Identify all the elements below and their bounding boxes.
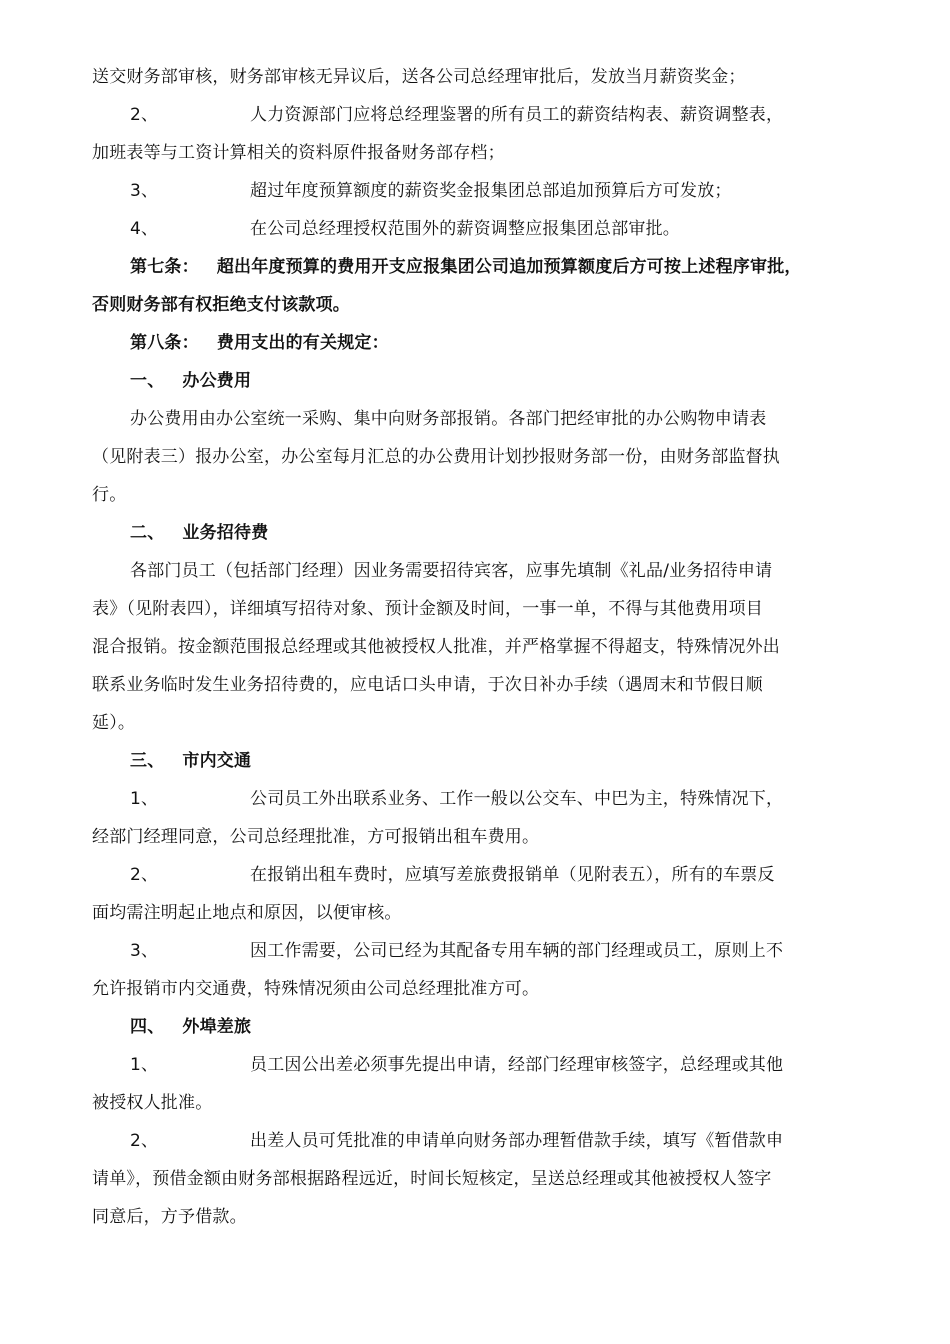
- text-line: 混合报销。按金额范围报总经理或其他被授权人批准，并严格掌握不得超支，特殊情况外出: [92, 637, 780, 657]
- section-number: 三、: [130, 751, 165, 771]
- list-item: 2、 在报销出租车费时，应填写差旅费报销单（见附表五），所有的车票反: [92, 856, 868, 894]
- item-number: 3、: [130, 941, 159, 961]
- item-number: 2、: [130, 865, 159, 885]
- article-heading: 第八条： 费用支出的有关规定：: [130, 333, 389, 353]
- section-number: 一、: [130, 371, 165, 391]
- text-line: 请单》，预借金额由财务部根据路程远近，时间长短核定，呈送总经理或其他被授权人签字: [92, 1169, 772, 1189]
- text-line: 表》（见附表四），详细填写招待对象、预计金额及时间，一事一单，不得与其他费用项目: [92, 599, 763, 619]
- article-label: 第八条：: [130, 333, 199, 353]
- article-label: 第七条：: [130, 257, 199, 277]
- section-heading: 一、 办公费用: [130, 371, 252, 391]
- article-heading: 第七条： 超出年度预算的费用开支应报集团公司追加预算额度后方可按上述程序审批，: [130, 257, 802, 277]
- list-item: 3、 超过年度预算额度的薪资奖金报集团总部追加预算后方可发放；: [92, 172, 868, 210]
- text-line: （见附表三）报办公室，办公室每月汇总的办公费用计划抄报财务部一份，由财务部监督执: [92, 447, 780, 467]
- list-item: 2、 出差人员可凭批准的申请单向财务部办理暂借款手续，填写《暂借款申: [92, 1122, 868, 1160]
- text-line: 行。: [92, 485, 127, 505]
- text-line: 加班表等与工资计算相关的资料原件报备财务部存档；: [92, 143, 505, 163]
- item-number: 2、: [130, 105, 159, 125]
- list-item: 2、 人力资源部门应将总经理鉴署的所有员工的薪资结构表、薪资调整表，: [92, 96, 868, 134]
- document-page: [92, 58, 868, 1236]
- text-line: 联系业务临时发生业务招待费的，应电话口头申请，于次日补办手续（遇周末和节假日顺: [92, 675, 763, 695]
- item-number: 4、: [130, 219, 159, 239]
- section-number: 二、: [130, 523, 165, 543]
- paragraph-line: 各部门员工（包括部门经理）因业务需要招待宾客，应事先填制《礼品/业务招待申请: [130, 561, 773, 581]
- text-line: 面均需注明起止地点和原因，以便审核。: [92, 903, 402, 923]
- paragraph-line: 办公费用由办公室统一采购、集中向财务部报销。各部门把经审批的办公购物申请表: [130, 409, 767, 429]
- text-line: 被授权人批准。: [92, 1093, 213, 1113]
- section-number: 四、: [130, 1017, 165, 1037]
- list-item: 3、 因工作需要，公司已经为其配备专用车辆的部门经理或员工，原则上不: [92, 932, 868, 970]
- item-number: 1、: [130, 1055, 159, 1075]
- text-line: 送交财务部审核，财务部审核无异议后，送各公司总经理审批后，发放当月薪资奖金；: [92, 67, 746, 87]
- item-number: 2、: [130, 1131, 159, 1151]
- item-number: 1、: [130, 789, 159, 809]
- text-line: 否则财务部有权拒绝支付该款项。: [92, 295, 350, 315]
- text-line: 经部门经理同意，公司总经理批准，方可报销出租车费用。: [92, 827, 540, 847]
- list-item: 1、 公司员工外出联系业务、工作一般以公交车、中巴为主，特殊情况下，: [92, 780, 868, 818]
- list-item: 4、 在公司总经理授权范围外的薪资调整应报集团总部审批。: [92, 210, 868, 248]
- section-heading: 四、 外埠差旅: [130, 1017, 252, 1037]
- section-heading: 二、 业务招待费: [130, 523, 269, 543]
- list-item: 1、 员工因公出差必须事先提出申请，经部门经理审核签字，总经理或其他: [92, 1046, 868, 1084]
- text-line: 延）。: [92, 713, 136, 733]
- section-heading: 三、 市内交通: [130, 751, 252, 771]
- text-line: 允许报销市内交通费，特殊情况须由公司总经理批准方可。: [92, 979, 540, 999]
- item-number: 3、: [130, 181, 159, 201]
- text-line: 同意后，方予借款。: [92, 1207, 247, 1227]
